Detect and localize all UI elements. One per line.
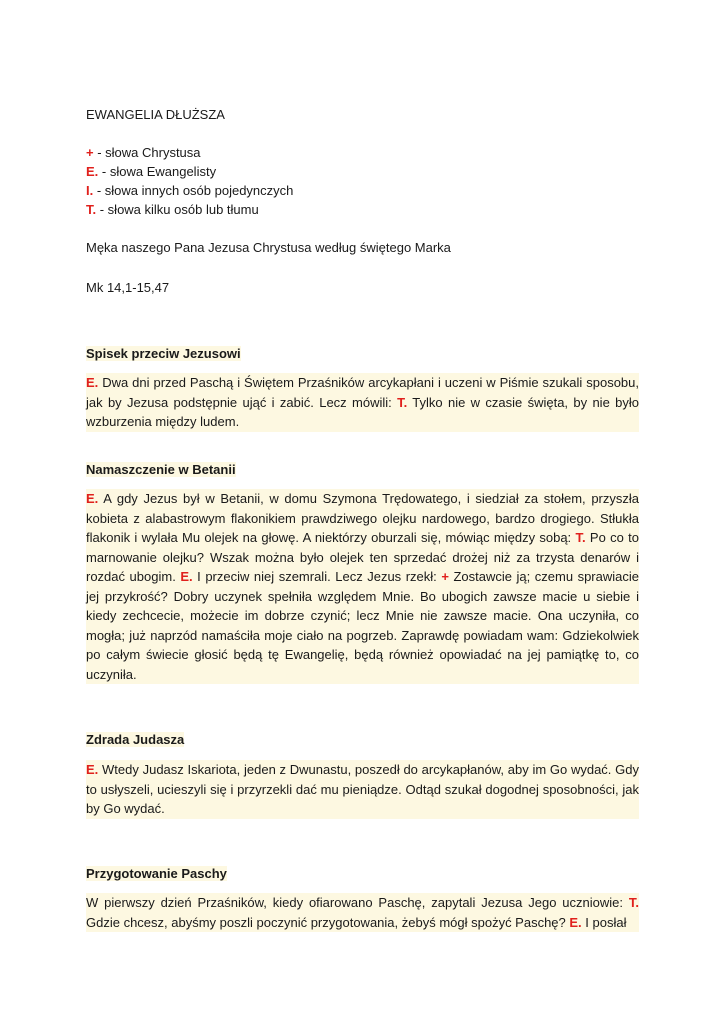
legend-mark: I. <box>86 183 94 198</box>
speaker-mark: E. <box>86 762 99 777</box>
section-paragraph: E. Wtedy Judasz Iskariota, jeden z Dwunastu, poszedł do arcykapłanów, aby im Go wydać. Gdy to usłyszeli, ucieszyli się i przyrzekli dać mu pieniądze. Odtąd szukał dogodnej sposobności, jak by Go wydać. <box>86 760 639 819</box>
legend-item-evangelist <box>86 163 216 181</box>
section-heading: Namaszczenie w Betanii <box>86 462 236 477</box>
legend-item-christ <box>86 144 201 162</box>
legend-mark: T. <box>86 202 97 217</box>
legend-mark: E. <box>86 164 99 179</box>
speaker-mark: T. <box>628 895 639 910</box>
legend-text: - słowa kilku osób lub tłumu <box>96 202 259 217</box>
section-paragraph: E. A gdy Jezus był w Betanii, w domu Szymona Trędowatego, i siedział za stołem, przyszła kobieta z alabastrowym flakonikiem prawdziwego olejku nardowego, bardzo drogiego. Stłukła flakonik i wylała Mu olejek na głowę. A niektórzy oburzali się, mówiąc między sobą: T. Po co to marnowanie olejku? Wszak można było olejek ten sprzedać drożej niż za trzysta denarów i rozdać ubogim. E. I przeciw niej szemrali. Lecz Jezus rzekł: + Zostawcie ją; czemu sprawiacie jej przykrość? Dobry uczynek spełniła względem Mnie. Bo ubogich zawsze macie u siebie i kiedy zechcecie, możecie im dobrze czynić; lecz Mnie nie zawsze macie. Ona uczyniła, co mogła; już naprzód namaściła moje ciało na pogrzeb. Zaprawdę powiadam wam: Gdziekolwiek po całym świecie głosić będą tę Ewangelię, będą również opowiadać na jej pamiątkę to, co uczyniła. <box>86 489 639 684</box>
section-paragraph: W pierwszy dzień Przaśników, kiedy ofiarowano Paschę, zapytali Jezusa Jego uczniowie: T. Gdzie chcesz, abyśmy poszli poczynić przygotowania, żebyś mógł spożyć Paschę? E. I posłał <box>86 893 639 932</box>
legend-text: - słowa Chrystusa <box>93 145 201 160</box>
speaker-mark: T. <box>397 394 408 410</box>
speaker-mark: E. <box>180 569 193 584</box>
passion-subtitle: Męka naszego Pana Jezusa Chrystusa według świętego Marka <box>86 240 451 255</box>
section-paragraph: E. Dwa dni przed Paschą i Świętem Przaśników arcykapłani i uczeni w Piśmie szukali sposobu, jak by Jezusa podstępnie ująć i zabić. Lecz mówili: T. Tylko nie w czasie święta, by nie było wzburzenia między ludem. <box>86 373 639 432</box>
speaker-mark: E. <box>86 375 99 390</box>
speaker-mark: T. <box>575 530 586 545</box>
scripture-reference: Mk 14,1-15,47 <box>86 280 170 295</box>
legend-item-crowd <box>86 201 259 219</box>
section-heading: Spisek przeciw Jezusowi <box>86 346 241 361</box>
section-heading: Przygotowanie Paschy <box>86 866 227 881</box>
speaker-mark: E. <box>569 914 582 930</box>
speaker-mark: E. <box>86 491 99 506</box>
speaker-mark: + <box>441 569 449 584</box>
legend-mark: + <box>86 145 94 160</box>
document-title: EWANGELIA DŁUŻSZA <box>86 107 225 122</box>
legend-text: - słowa innych osób pojedynczych <box>93 183 294 198</box>
section-heading: Zdrada Judasza <box>86 732 185 747</box>
legend-item-single-person <box>86 182 293 200</box>
legend-text: - słowa Ewangelisty <box>98 164 217 179</box>
